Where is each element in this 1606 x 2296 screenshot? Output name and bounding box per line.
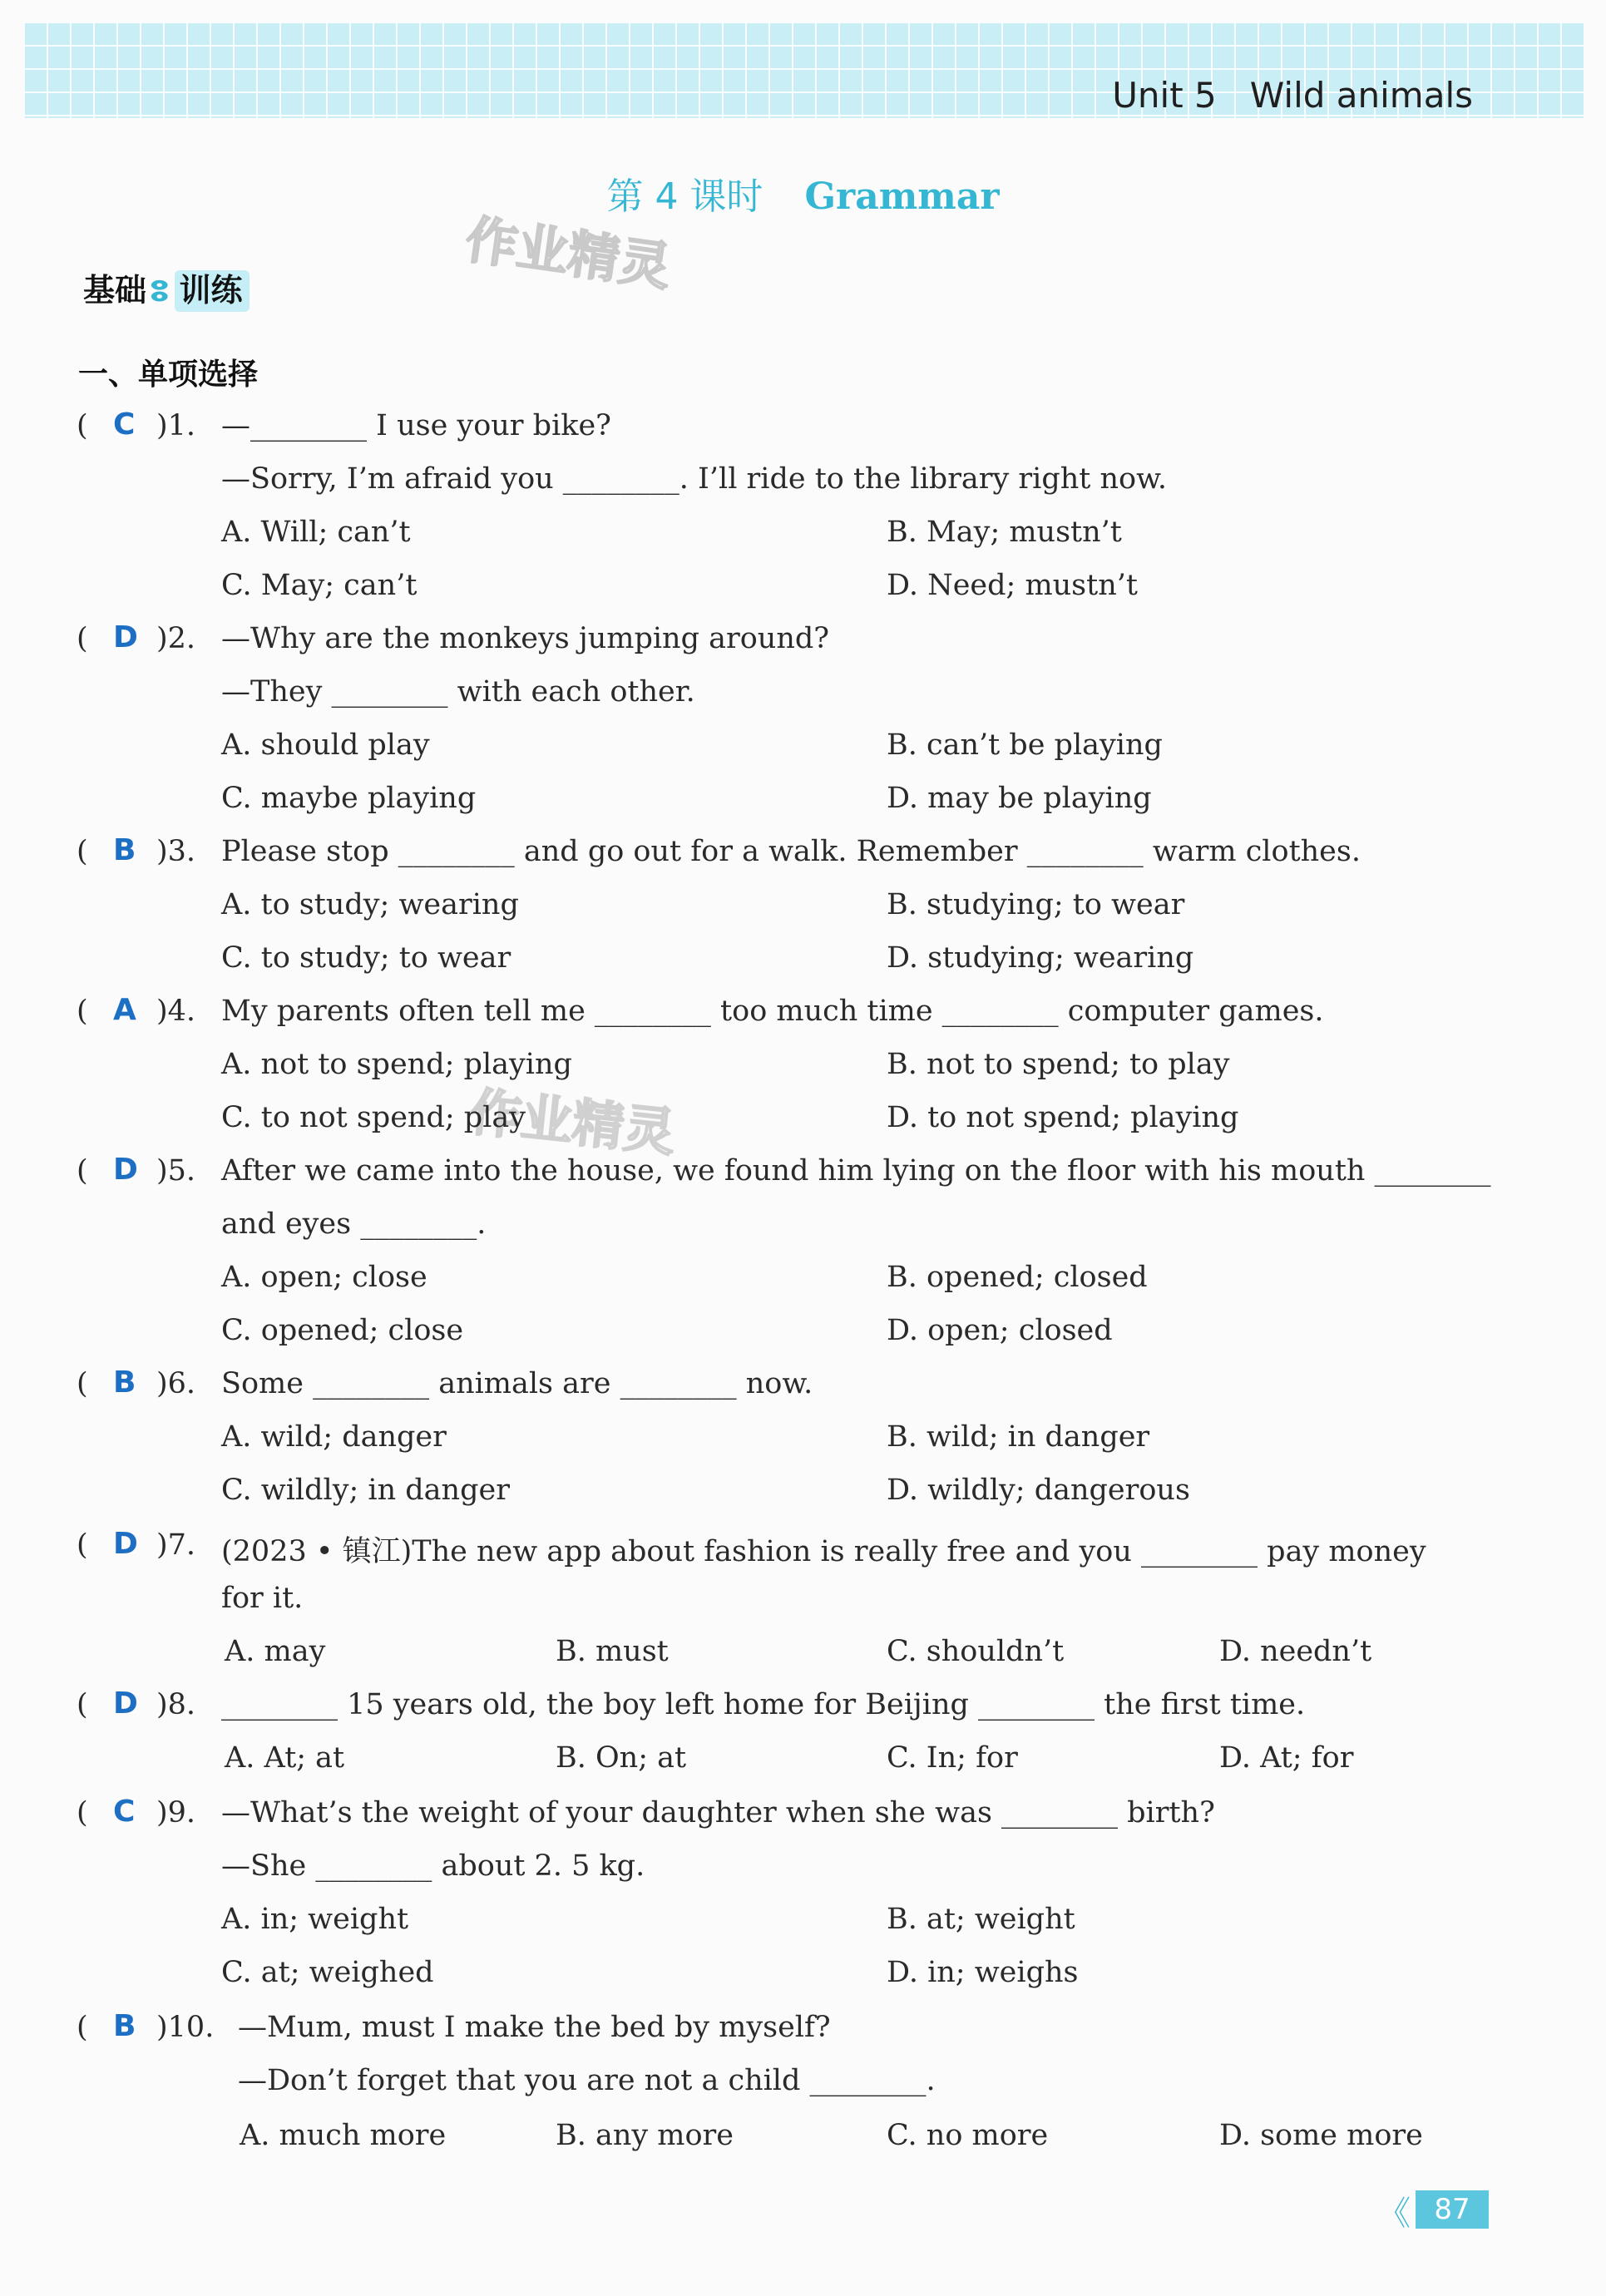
question-number: )3. <box>156 835 196 868</box>
option[interactable]: C. opened; close <box>221 1314 464 1347</box>
answer-letter: D <box>113 1527 138 1561</box>
answer-paren: ( <box>77 835 88 868</box>
answer-paren: ( <box>77 409 88 442</box>
question-line: Some ________ animals are ________ now. <box>221 1367 813 1400</box>
question-line: —Don’t forget that you are not a child ________. <box>238 2064 936 2097</box>
option[interactable]: B. any more <box>556 2119 734 2152</box>
option[interactable]: D. At; for <box>1219 1741 1354 1775</box>
answer-paren: ( <box>77 1796 88 1829</box>
answer-paren: ( <box>77 2011 88 2044</box>
option[interactable]: A. wild; danger <box>221 1420 447 1454</box>
answer-paren: ( <box>77 1367 88 1400</box>
option[interactable]: B. must <box>556 1635 669 1668</box>
option[interactable]: D. in; weighs <box>887 1956 1079 1989</box>
swirl-icon: ⵓ <box>150 275 170 309</box>
question-line: My parents often tell me ________ too much time ________ computer games. <box>221 995 1324 1028</box>
question-number: )1. <box>156 409 196 442</box>
question-line: (2023 • 镇江)The new app about fashion is really free and you ________ pay money <box>221 1535 1426 1568</box>
option[interactable]: A. At; at <box>225 1741 345 1775</box>
question-line: —Why are the monkeys jumping around? <box>221 622 830 655</box>
question-line: —Mum, must I make the bed by myself? <box>238 2011 831 2044</box>
option[interactable]: A. to study; wearing <box>221 888 519 921</box>
option[interactable]: B. can’t be playing <box>887 728 1163 762</box>
option[interactable]: C. no more <box>887 2119 1049 2152</box>
question-line: ________ 15 years old, the boy left home for Beijing ________ the first time. <box>221 1688 1306 1721</box>
question-line: and eyes ________. <box>221 1207 487 1241</box>
option[interactable]: D. some more <box>1219 2119 1423 2152</box>
option[interactable]: D. open; closed <box>887 1314 1113 1347</box>
question-number: )8. <box>156 1688 196 1721</box>
option[interactable]: A. Will; can’t <box>221 516 411 549</box>
question-line: —________ I use your bike? <box>221 409 611 442</box>
question-number: )10. <box>156 2011 215 2044</box>
answer-letter: B <box>113 833 136 867</box>
option[interactable]: D. Need; mustn’t <box>887 569 1138 602</box>
answer-letter: A <box>113 993 136 1027</box>
chevron-left-icon: 《 <box>1377 2195 1411 2233</box>
question-number: )9. <box>156 1796 196 1829</box>
option[interactable]: A. much more <box>240 2119 447 2152</box>
answer-letter: D <box>113 620 138 654</box>
option[interactable]: C. to not spend; play <box>221 1101 526 1134</box>
option[interactable]: C. wildly; in danger <box>221 1474 510 1507</box>
question-line: for it. <box>221 1582 304 1615</box>
section-label-a: 基础 <box>83 272 147 309</box>
watermark: 作业精灵 <box>462 209 675 298</box>
option[interactable]: B. May; mustn’t <box>887 516 1122 549</box>
option[interactable]: D. to not spend; playing <box>887 1101 1239 1134</box>
answer-letter: B <box>113 2009 136 2043</box>
question-number: )4. <box>156 995 196 1028</box>
question-number: )7. <box>156 1528 196 1562</box>
question-line: —Sorry, I’m afraid you ________. I’ll ride to the library right now. <box>221 462 1168 496</box>
option[interactable]: B. at; weight <box>887 1903 1075 1936</box>
answer-letter: D <box>113 1153 138 1187</box>
watermark: 作业精灵 <box>467 1081 679 1163</box>
section-label-b: 训练 <box>175 270 250 312</box>
question-line: Please stop ________ and go out for a walk. Remember ________ warm clothes. <box>221 835 1361 868</box>
option[interactable]: D. needn’t <box>1219 1635 1372 1668</box>
question-line: —What’s the weight of your daughter when she was ________ birth? <box>221 1796 1215 1829</box>
answer-paren: ( <box>77 995 88 1028</box>
page-number: 87 <box>1416 2190 1489 2229</box>
answer-paren: ( <box>77 1688 88 1721</box>
option[interactable]: C. May; can’t <box>221 569 418 602</box>
part-heading: 一、单项选择 <box>78 358 259 392</box>
option[interactable]: A. open; close <box>221 1261 427 1294</box>
option[interactable]: B. opened; closed <box>887 1261 1148 1294</box>
answer-letter: C <box>113 407 136 442</box>
question-line: After we came into the house, we found him lying on the floor with his mouth ________ <box>221 1154 1491 1188</box>
section-badge <box>83 264 250 310</box>
answer-letter: D <box>113 1686 138 1721</box>
option[interactable]: C. maybe playing <box>221 782 477 815</box>
lesson-title <box>0 166 1606 220</box>
option[interactable]: B. wild; in danger <box>887 1420 1150 1454</box>
option[interactable]: A. may <box>225 1635 326 1668</box>
question-number: )6. <box>156 1367 196 1400</box>
option[interactable]: A. not to spend; playing <box>221 1048 572 1081</box>
option[interactable]: B. On; at <box>556 1741 687 1775</box>
answer-paren: ( <box>77 1154 88 1188</box>
lesson-topic: Grammar <box>804 175 1000 218</box>
option[interactable]: B. studying; to wear <box>887 888 1185 921</box>
answer-letter: B <box>113 1365 136 1400</box>
option[interactable]: D. may be playing <box>887 782 1152 815</box>
option[interactable]: C. shouldn’t <box>887 1635 1065 1668</box>
question-line: —She ________ about 2. 5 kg. <box>221 1849 645 1883</box>
question-line: —They ________ with each other. <box>221 675 695 709</box>
option[interactable]: B. not to spend; to play <box>887 1048 1230 1081</box>
option[interactable]: A. should play <box>221 728 430 762</box>
question-number: )2. <box>156 622 196 655</box>
option[interactable]: D. wildly; dangerous <box>887 1474 1190 1507</box>
unit-title: Unit 5 Wild animals <box>1112 75 1473 116</box>
option[interactable]: C. at; weighed <box>221 1956 434 1989</box>
answer-paren: ( <box>77 622 88 655</box>
question-number: )5. <box>156 1154 196 1188</box>
answer-paren: ( <box>77 1528 88 1562</box>
answer-letter: C <box>113 1795 136 1829</box>
option[interactable]: D. studying; wearing <box>887 941 1194 975</box>
option[interactable]: C. to study; to wear <box>221 941 511 975</box>
lesson-number: 第 4 课时 <box>606 175 763 218</box>
option[interactable]: C. In; for <box>887 1741 1018 1775</box>
option[interactable]: A. in; weight <box>221 1903 409 1936</box>
